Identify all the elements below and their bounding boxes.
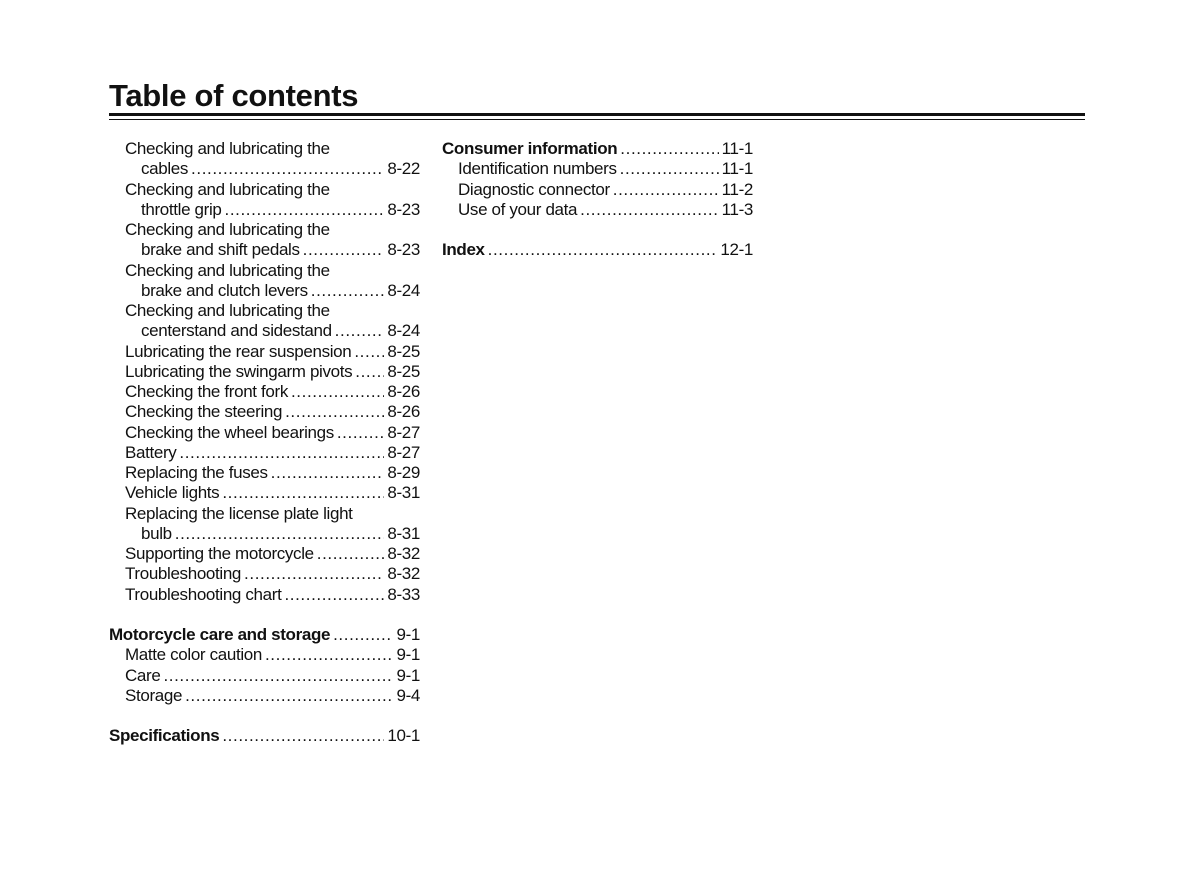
dot-leader xyxy=(337,423,385,443)
toc-page-number: 8-25 xyxy=(387,361,420,381)
dot-leader xyxy=(244,564,384,584)
toc-entry-label: Checking the steering xyxy=(125,402,283,422)
toc-entry-label: Index xyxy=(442,240,485,260)
toc-entry[interactable] xyxy=(109,645,420,665)
toc-page-number: 9-1 xyxy=(396,645,420,665)
toc-entry[interactable] xyxy=(109,686,420,706)
title-rule-thin xyxy=(109,119,1085,120)
toc-entry[interactable] xyxy=(109,220,420,240)
dot-leader xyxy=(333,625,393,645)
toc-entry[interactable] xyxy=(109,180,420,200)
dot-leader xyxy=(354,342,384,362)
toc-page-number: 8-22 xyxy=(387,159,420,179)
toc-page-number: 8-23 xyxy=(387,240,420,260)
toc-entry[interactable] xyxy=(109,342,420,362)
dot-leader xyxy=(355,362,384,382)
toc-page-number: 11-3 xyxy=(721,199,753,219)
toc-entry-label: Checking and lubricating the xyxy=(125,301,330,320)
toc-entry[interactable] xyxy=(109,261,420,281)
toc-entry-label: Checking the front fork xyxy=(125,382,288,401)
toc-right-column xyxy=(442,139,753,261)
toc-entry-label: Troubleshooting xyxy=(125,564,242,584)
toc-spacer xyxy=(109,706,420,726)
toc-page-number: 8-24 xyxy=(387,280,420,300)
toc-section-entry[interactable] xyxy=(442,240,753,260)
toc-entry-label: Checking and lubricating the xyxy=(125,260,330,280)
dot-leader xyxy=(285,402,384,422)
toc-entry[interactable] xyxy=(109,402,420,422)
toc-entry[interactable] xyxy=(109,362,420,382)
toc-entry[interactable] xyxy=(109,139,420,159)
toc-entry[interactable] xyxy=(442,159,753,179)
toc-page-number: 9-1 xyxy=(396,625,420,644)
toc-entry-label: Lubricating the swingarm pivots xyxy=(125,361,353,381)
toc-entry-label: Use of your data xyxy=(458,199,578,219)
toc-entry-label: Checking and lubricating the xyxy=(125,220,330,239)
toc-left-column xyxy=(109,139,420,747)
toc-page-number: 8-33 xyxy=(387,584,420,604)
dot-leader xyxy=(265,645,393,665)
toc-section-entry[interactable] xyxy=(109,726,420,746)
toc-entry-label: Replacing the license plate light xyxy=(125,503,353,523)
toc-entry-label: bulb xyxy=(141,523,172,543)
toc-entry-label: Motorcycle care and storage xyxy=(109,625,331,644)
toc-spacer xyxy=(109,605,420,625)
toc-page-number: 8-31 xyxy=(387,483,420,503)
dot-leader xyxy=(179,443,384,463)
toc-entry[interactable] xyxy=(109,564,420,584)
toc-entry-label: Checking and lubricating the xyxy=(125,139,330,158)
dot-leader xyxy=(271,463,385,483)
toc-entry[interactable] xyxy=(109,483,420,503)
dot-leader xyxy=(191,159,384,179)
dot-leader xyxy=(580,200,718,220)
toc-entry-label: brake and shift pedals xyxy=(141,240,300,260)
toc-entry-label: Lubricating the rear suspension xyxy=(125,341,352,361)
toc-page-number: 8-27 xyxy=(387,422,420,442)
toc-entry[interactable] xyxy=(109,200,420,220)
title-rule-thick xyxy=(109,113,1085,116)
toc-page-number: 8-26 xyxy=(387,382,420,401)
toc-entry[interactable] xyxy=(109,463,420,483)
toc-spacer xyxy=(442,220,753,240)
dot-leader xyxy=(303,240,385,260)
toc-entry[interactable] xyxy=(109,240,420,260)
toc-entry[interactable] xyxy=(109,443,420,463)
toc-entry[interactable] xyxy=(109,382,420,402)
toc-entry[interactable] xyxy=(109,321,420,341)
toc-entry-label: Vehicle lights xyxy=(125,483,220,503)
toc-page-number: 12-1 xyxy=(720,240,753,260)
toc-page-number: 8-23 xyxy=(387,199,420,219)
dot-leader xyxy=(613,180,719,200)
toc-entry-label: brake and clutch levers xyxy=(141,280,308,300)
dot-leader xyxy=(317,544,385,564)
dot-leader xyxy=(488,240,718,260)
toc-entry-label: centerstand and sidestand xyxy=(141,321,332,341)
toc-entry-label: Checking the wheel bearings xyxy=(125,422,334,442)
toc-page-number: 11-2 xyxy=(721,179,753,199)
dot-leader xyxy=(222,483,384,503)
dot-leader xyxy=(222,726,384,746)
toc-page-number: 8-31 xyxy=(387,523,420,543)
toc-entry-label: Troubleshooting chart xyxy=(125,584,282,604)
toc-entry-label: throttle grip xyxy=(141,199,222,219)
toc-page-number: 11-1 xyxy=(721,139,753,158)
toc-entry-label: Consumer information xyxy=(442,139,618,158)
dot-leader xyxy=(335,321,385,341)
toc-entry[interactable] xyxy=(109,666,420,686)
toc-page-number: 8-25 xyxy=(387,341,420,361)
toc-page-number: 8-27 xyxy=(387,442,420,462)
toc-page-number: 8-26 xyxy=(387,402,420,422)
toc-page-number: 10-1 xyxy=(387,726,420,746)
toc-entry[interactable] xyxy=(442,180,753,200)
toc-entry[interactable] xyxy=(109,524,420,544)
toc-entry[interactable] xyxy=(109,281,420,301)
toc-entry-label: Supporting the motorcycle xyxy=(125,544,314,563)
dot-leader xyxy=(225,200,385,220)
toc-section-entry[interactable] xyxy=(109,625,420,645)
toc-entry-label: Replacing the fuses xyxy=(125,463,268,482)
toc-entry[interactable] xyxy=(109,301,420,321)
toc-entry-label: Specifications xyxy=(109,726,220,746)
toc-page-number: 8-32 xyxy=(387,564,420,584)
toc-page-number: 9-4 xyxy=(396,685,420,705)
toc-entry[interactable] xyxy=(109,544,420,564)
toc-entry-label: Identification numbers xyxy=(458,159,617,179)
toc-page-number: 8-29 xyxy=(387,463,420,482)
dot-leader xyxy=(311,281,385,301)
page-title: Table of contents xyxy=(109,78,359,113)
toc-section-entry[interactable] xyxy=(442,139,753,159)
toc-entry[interactable] xyxy=(109,585,420,605)
toc-entry[interactable] xyxy=(109,504,420,524)
toc-entry-label: Checking and lubricating the xyxy=(125,179,330,199)
toc-entry-label: Diagnostic connector xyxy=(458,179,610,199)
toc-page-number: 11-1 xyxy=(721,159,753,179)
toc-page-number: 9-1 xyxy=(396,665,420,685)
toc-entry[interactable] xyxy=(442,200,753,220)
toc-entry-label: Care xyxy=(125,665,161,685)
toc-entry[interactable] xyxy=(109,423,420,443)
dot-leader xyxy=(163,666,393,686)
dot-leader xyxy=(291,382,384,402)
dot-leader xyxy=(620,159,719,179)
toc-page-number: 8-24 xyxy=(387,321,420,341)
dot-leader xyxy=(175,524,385,544)
dot-leader xyxy=(620,139,718,159)
toc-entry-label: Matte color caution xyxy=(125,645,262,665)
dot-leader xyxy=(185,686,393,706)
toc-page-number: 8-32 xyxy=(387,544,420,563)
toc-entry-label: Storage xyxy=(125,685,183,705)
toc-entry[interactable] xyxy=(109,159,420,179)
toc-entry-label: cables xyxy=(141,159,189,179)
dot-leader xyxy=(284,585,384,605)
toc-entry-label: Battery xyxy=(125,442,177,462)
